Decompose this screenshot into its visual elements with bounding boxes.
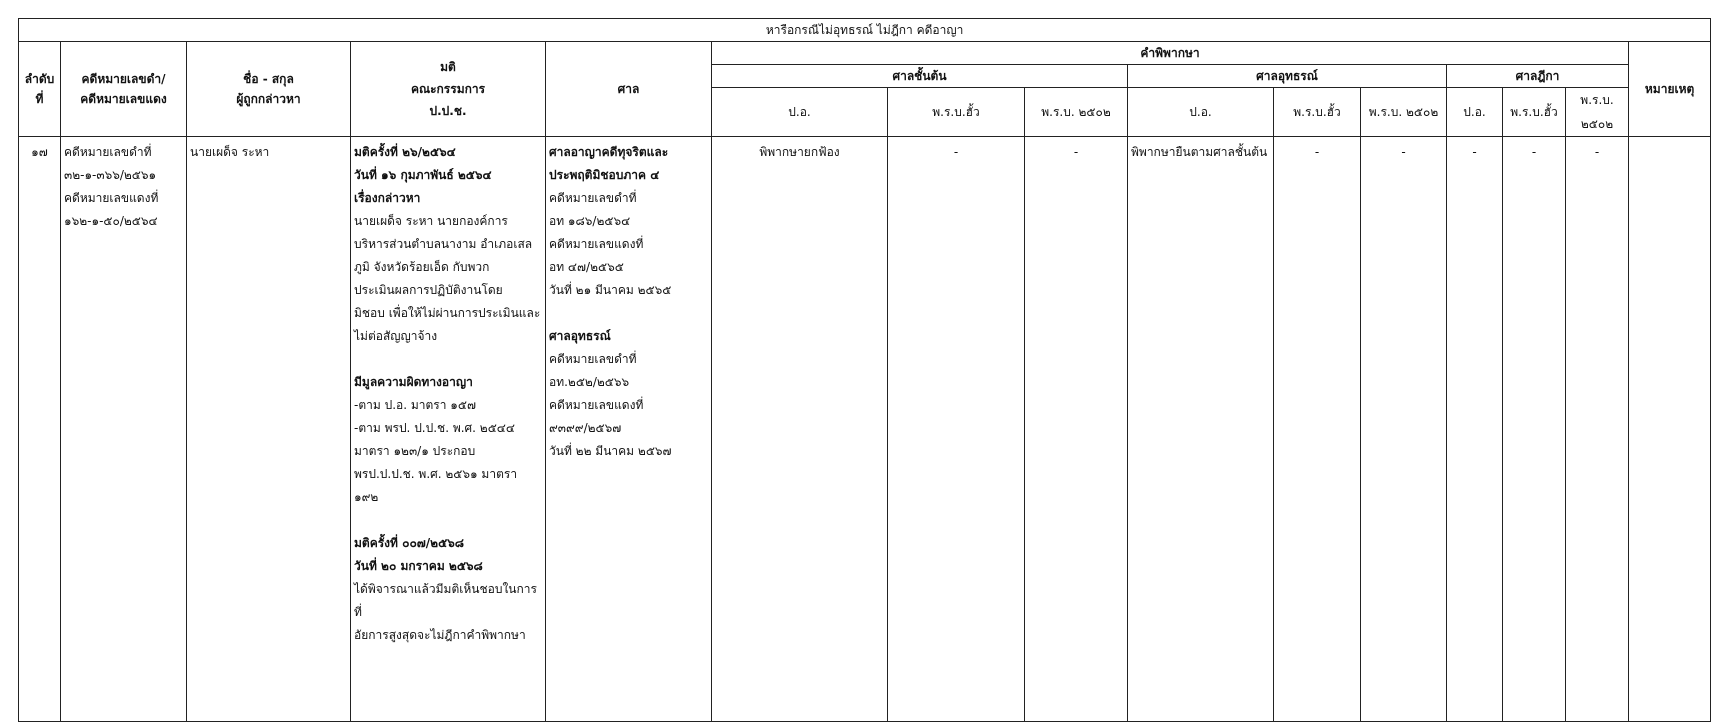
header-appeal-po: ป.อ.: [1128, 88, 1274, 137]
cell-first-prb-old: -: [888, 137, 1025, 722]
resolution-1-title: มติครั้งที่ ๒๖/๒๕๖๔: [354, 145, 456, 159]
header-appeal-court: ศาลอุทธรณ์: [1128, 65, 1447, 88]
cell-remarks: [1629, 137, 1711, 722]
header-appeal-prb-2502: พ.ร.บ. ๒๕๐๒: [1361, 88, 1447, 137]
header-case-number: คดีหมายเลขดำ/ คดีหมายเลขแดง: [61, 42, 187, 137]
cell-appeal-po: พิพากษายืนตามศาลชั้นต้น: [1128, 137, 1274, 722]
cell-order: ๑๗: [19, 137, 61, 722]
header-supreme-prb-2502: พ.ร.บ. ๒๕๐๒: [1566, 88, 1629, 137]
header-first-prb-old: พ.ร.บ.ฮั้ว: [888, 88, 1025, 137]
cell-appeal-prb-old: -: [1274, 137, 1361, 722]
header-supreme-po: ป.อ.: [1447, 88, 1503, 137]
cell-supreme-prb-2502: -: [1566, 137, 1629, 722]
cell-case-number: คดีหมายเลขดำที่ ๓๒-๑-๓๖๖/๒๕๖๑ คดีหมายเลขแดงที่ ๑๖๒-๑-๕๐/๒๕๖๔: [61, 137, 187, 722]
header-supreme-court: ศาลฎีกา: [1447, 65, 1629, 88]
cell-supreme-prb-old: -: [1503, 137, 1566, 722]
case-table: [18, 18, 1711, 722]
offense-title: มีมูลความผิดทางอาญา: [354, 375, 473, 389]
header-resolution: มติ คณะกรรมการ ป.ป.ช.: [351, 42, 546, 137]
header-judgment: คำพิพากษา: [712, 42, 1629, 65]
cell-first-prb-2502: -: [1025, 137, 1128, 722]
header-remarks: หมายเหตุ: [1629, 42, 1711, 137]
cell-first-po: พิพากษายกฟ้อง: [712, 137, 888, 722]
resolution-2-title: มติครั้งที่ ๐๐๗/๒๕๖๘: [354, 536, 465, 550]
header-court: ศาล: [546, 42, 712, 137]
document-table-container: [18, 18, 1710, 714]
header-first-prb-2502: พ.ร.บ. ๒๕๐๒: [1025, 88, 1128, 137]
header-name: ชื่อ - สกุล ผู้ถูกกล่าวหา: [187, 42, 351, 137]
cell-supreme-po: -: [1447, 137, 1503, 722]
cell-appeal-prb-2502: -: [1361, 137, 1447, 722]
cell-name: นายเผด็จ ระหา: [187, 137, 351, 722]
table-title: หารือกรณีไม่อุทธรณ์ ไม่ฎีกา คดีอาญา: [19, 19, 1711, 42]
header-supreme-prb-old: พ.ร.บ.ฮั้ว: [1503, 88, 1566, 137]
header-appeal-prb-old: พ.ร.บ.ฮั้ว: [1274, 88, 1361, 137]
header-first-court: ศาลชั้นต้น: [712, 65, 1128, 88]
header-first-po: ป.อ.: [712, 88, 888, 137]
cell-resolution: มติครั้งที่ ๒๖/๒๕๖๔ วันที่ ๑๖ กุมภาพันธ์ ๒๕๖๔ เรื่องกล่าวหา นายเผด็จ ระหา นายกองค์การ บริหารส่วนตำบลนางาม อำเภอเสล ภูมิ จังหวัดร้อยเอ็ด กับพวก ประเมินผลการปฏิบัติงานโดย มิชอบ เพื่อให้ไม่ผ่านการประเมินและ ไม่ต่อสัญญาจ้าง มีมูลความผิดทางอาญา -ตาม ป.อ. มาตรา ๑๕๗ -ตาม พรป. ป.ป.ช. พ.ศ. ๒๕๔๔ มาตรา ๑๒๓/๑ ประกอบ พรป.ป.ป.ช. พ.ศ. ๒๕๖๑ มาตรา ๑๙๒ มติครั้งที่ ๐๐๗/๒๕๖๘ วันที่ ๒๐ มกราคม ๒๕๖๘ ได้พิจารณาแล้วมีมติเห็นชอบในการที่ อัยการสูงสุดจะไม่ฎีกาคำพิพากษา: [351, 137, 546, 722]
table-row: [19, 137, 1711, 722]
cell-court: ศาลอาญาคดีทุจริตและ ประพฤติมิชอบภาค ๔ คดีหมายเลขดำที่ อท ๑๘๖/๒๕๖๔ คดีหมายเลขแดงที่ อท ๔๗/๒๕๖๕ วันที่ ๒๑ มีนาคม ๒๕๖๕ ศาลอุทธรณ์ คดีหมายเลขดำที่ อท.๒๕๒/๒๕๖๖ คดีหมายเลขแดงที่ ๙๓๙๙/๒๕๖๗ วันที่ ๒๒ มีนาคม ๒๕๖๗: [546, 137, 712, 722]
header-order: ลำดับ ที่: [19, 42, 61, 137]
